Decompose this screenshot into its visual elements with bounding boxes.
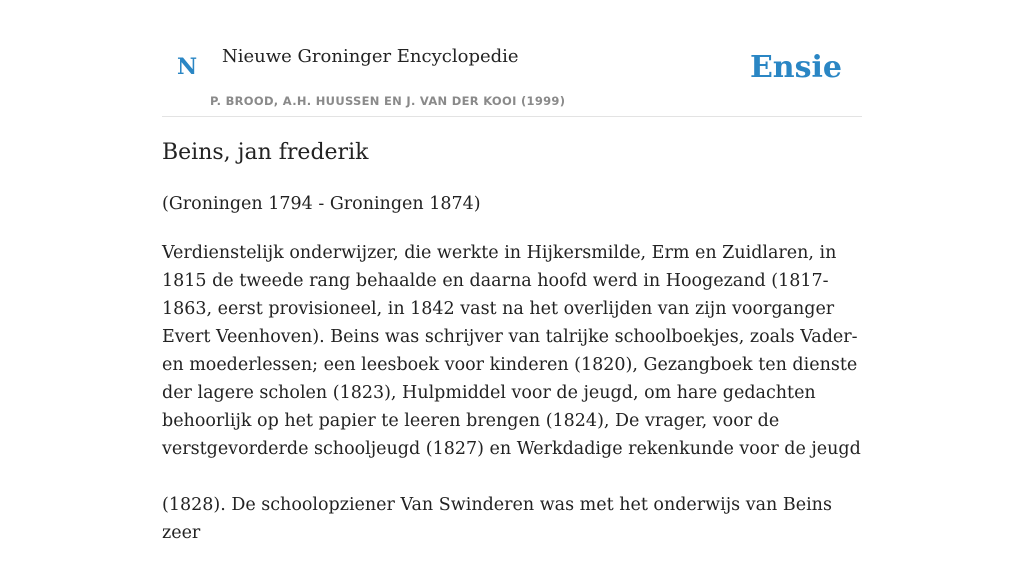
entry-body	[162, 239, 862, 575]
source-logo[interactable]: N	[177, 54, 198, 80]
ensie-logo-link[interactable]: Ensie	[749, 50, 842, 85]
entry-subtitle: (Groningen 1794 - Groningen 1874)	[162, 194, 481, 214]
source-title-link[interactable]: Nieuwe Groninger Encyclopedie	[222, 46, 519, 67]
entry-title: Beins, jan frederik	[162, 140, 369, 165]
entry-paragraph: (1828). De schoolopziener Van Swinderen was met het onderwijs van Beins zeer	[162, 495, 832, 543]
entry-paragraph: Verdienstelijk onderwijzer, die werkte in Hijkersmilde, Erm en Zuidlaren, in 1815 de tweede rang behaalde en daarna hoofd werd in Hoogezand (1817-1863, eerst provisioneel, in 1842 vast na het overlijden van zijn voorganger Evert Veenhoven). Beins was schrijver van talrijke schoolboekjes, zoals Vader- en moederlessen; een leesboek voor kinderen (1820), Gezangboek ten dienste der lagere scholen (1823), Hulpmiddel voor de jeugd, om hare gedachten behoorlijk op het papier te leeren brengen (1824), De vrager, voor de verstgevorderde schooljeugd (1827) en Werkdadige rekenkunde voor de jeugd	[162, 243, 861, 459]
source-header	[162, 0, 862, 117]
page	[162, 0, 862, 543]
source-authors: P. BROOD, A.H. HUUSSEN EN J. VAN DER KOOI (1999)	[210, 94, 566, 108]
